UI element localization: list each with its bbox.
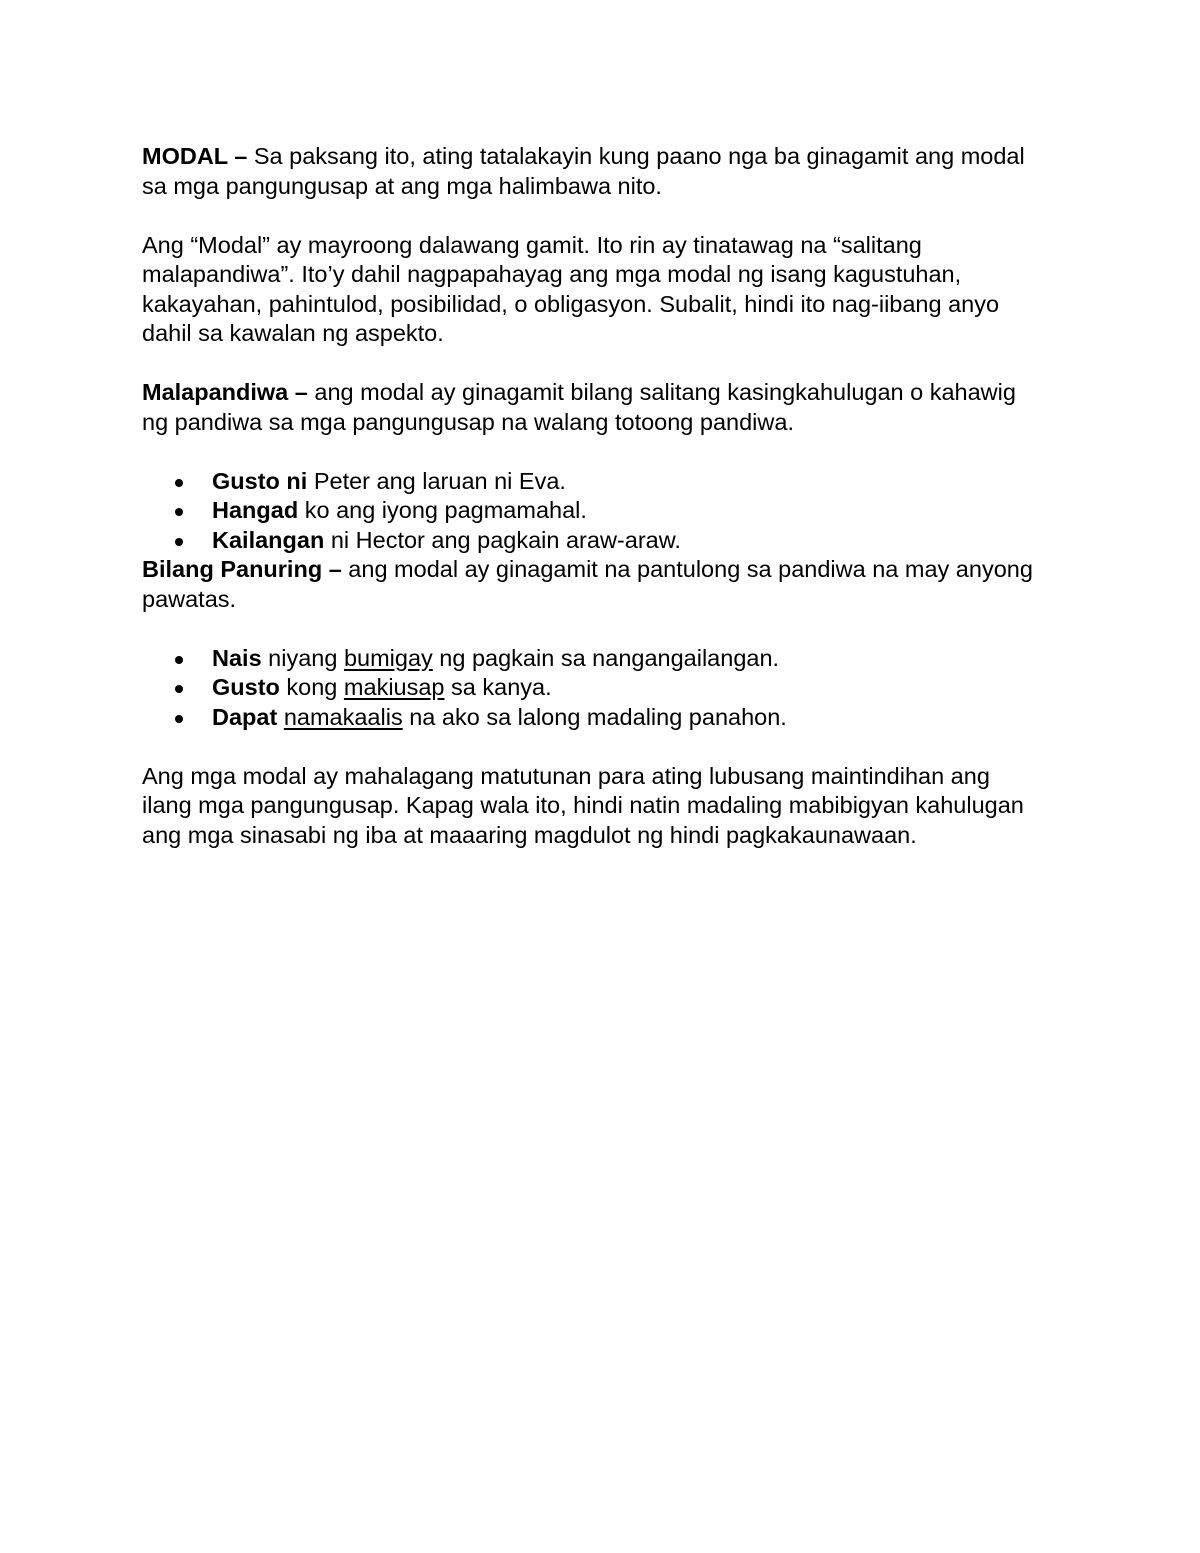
malapandiwa-examples: [142, 467, 1042, 556]
definition-paragraph: Ang “Modal” ay mayroong dalawang gamit. Ito rin ay tinatawag na “salitang malapandiwa”. Ito’y dahil nagpapahayag ang mga modal ng isang kagustuhan, kakayahan, pahintulod, posibilidad, o obligasyon. Subalit, hindi ito nag-iibang anyo dahil sa kawalan ng aspekto.: [142, 231, 1000, 346]
list-item: [142, 644, 1042, 674]
intro-paragraph: [142, 142, 1042, 201]
example-rest: Peter ang laruan ni Eva.: [307, 467, 566, 494]
example-modal: Dapat: [212, 703, 278, 730]
example-rest: ko ang iyong pagmamahal.: [298, 497, 587, 523]
panuring-term: Bilang Panuring –: [142, 556, 342, 582]
panuring-examples: [142, 644, 1042, 733]
panuring-paragraph: [142, 555, 1042, 614]
list-item: [142, 496, 1042, 526]
document-page: [142, 142, 1042, 850]
example-modal: Kailangan: [212, 526, 325, 553]
malapandiwa-text: ang modal ay ginagamit bilang salitang kasingkahulugan o kahawig ng pandiwa sa mga pangungusap na walang totoong pandiwa.: [142, 379, 1016, 435]
example-underlined-verb: makiusap: [343, 674, 445, 700]
conclusion-paragraph: Ang mga modal ay mahalagang matutunan para ating lubusang maintindihan ang ilang mga pangungusap. Kapag wala ito, hindi natin madaling mabibigyan kahulugan ang mga sinasabi ng iba at maaaring magdulot ng hindi pagkakaunawaan.: [142, 762, 1024, 848]
example-modal: Nais: [212, 644, 262, 671]
example-pre: kong: [279, 674, 344, 700]
bullet-icon: [175, 508, 183, 516]
example-modal: Gusto: [212, 674, 280, 700]
bullet-icon: [175, 656, 183, 664]
example-underlined-verb: namakaalis: [283, 703, 403, 730]
malapandiwa-paragraph: [142, 378, 1042, 437]
intro-text: Sa paksang ito, ating tatalakayin kung paano nga ba ginagamit ang modal sa mga pangungusap at ang mga halimbawa nito.: [142, 143, 1025, 199]
intro-separator: –: [227, 143, 254, 169]
list-item: [142, 673, 1042, 703]
example-modal: Hangad: [212, 497, 299, 523]
example-underlined-verb: bumigay: [343, 644, 433, 671]
example-rest: sa kanya.: [444, 674, 552, 700]
example-rest: ni Hector ang pagkain araw-araw.: [324, 526, 681, 553]
list-item: [142, 526, 1042, 556]
bullet-icon: [175, 685, 183, 693]
example-rest: na ako sa lalong madaling panahon.: [402, 703, 787, 730]
intro-term: MODAL: [142, 143, 228, 169]
list-item: [142, 703, 1042, 733]
example-rest: ng pagkain sa nangangailangan.: [432, 644, 780, 671]
example-modal: Gusto ni: [212, 467, 308, 494]
example-pre: niyang: [261, 644, 344, 671]
bullet-icon: [175, 715, 183, 723]
malapandiwa-term: Malapandiwa –: [142, 379, 308, 405]
bullet-icon: [175, 538, 183, 546]
panuring-text: ang modal ay ginagamit na pantulong sa pandiwa na may anyong pawatas.: [142, 556, 1033, 612]
list-item: [142, 467, 1042, 497]
bullet-icon: [175, 479, 183, 487]
